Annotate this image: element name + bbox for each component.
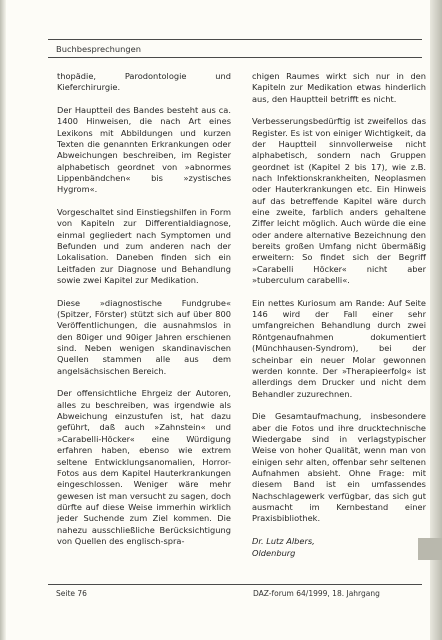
review-signature <box>252 536 426 559</box>
signature-author: Dr. Lutz Albers, <box>252 535 315 546</box>
paragraph: Der Hauptteil des Bandes besteht aus ca. 1400 Hinweisen, die nach Art eines Lexikons mit Abbildungen und kurzen Texten die genannten Erkrankungen oder Abweichungen beschreiben, im Register alphabetisch geordnet von »abnormes Lippenbändchen« bis »zystisches Hygrom«. <box>57 104 231 195</box>
paragraph: Diese »diagnostische Fundgrube« (Spitzer, Förster) stützt sich auf über 800 Veröffentlichungen, die ausnahmslos in den 80iger und 90iger Jahren erschienen sind. Neben wenigen skandinavischen Quellen stammen alle aus dem angelsächsischen Bereich. <box>57 297 231 376</box>
paragraph: thopädie, Parodontologie und Kieferchirurgie. <box>57 71 231 93</box>
header-rule-top <box>48 39 422 40</box>
paragraph: Verbesserungsbedürftig ist zweifellos das Register. Es ist von einiger Wichtigkeit, da der Hauptteil sinnvollerweise nicht alphabetisch, sondern nach Gruppen geordnet ist (Kapitel 2 bis 17), wie z.B. nach Infektionskrankheiten, Neoplasmen oder Hauterkrankungen etc. Ein Hinweis auf das betreffende Kapitel wäre durch eine zweite, farblich anders gehaltene Ziffer leicht möglich. Auch würde die eine oder andere alternative Bezeichnung den bereits großen Umfang nicht übermäßig erweitern: So findet sich der Begriff »Carabelli Höcker« nicht aber »tuberculum carabelli«. <box>252 116 426 286</box>
paragraph: Vorgeschaltet sind Einstiegshilfen in Form von Kapiteln zur Differentialdiagnose, einmal gegliedert nach Symptomen und Befunden und zum anderen nach der Lokalisation. Daneben finden sich ein Leitfaden zur Diagnose und Behandlung sowie zwei Kapitel zur Medikation. <box>57 207 231 286</box>
footer-rule <box>48 584 422 585</box>
page-number: Seite 76 <box>56 589 87 598</box>
paragraph: Ein nettes Kuriosum am Rande: Auf Seite 146 wird der Fall einer sehr umfangreichen Behandlung durch zwei Röntgenaufnahmen dokumentiert (Münchhausen-Syndrom), bei der scheinbar ein neuer Molar gewonnen werden konnte. Der »Therapieerfolg« ist allerdings dem Drucker und nicht dem Behandler zuzurechnen. <box>252 297 426 399</box>
paragraph: Der offensichtliche Ehrgeiz der Autoren, alles zu beschreiben, was irgendwie als Abweichung einzustufen ist, hat dazu geführt, daß auch »Zahnstein« und »Carabelli-Höcker« eine Würdigung erfahren haben, ebenso wie extrem seltene Entwicklungsanomalien, Horror-Fotos aus dem Kapitel Hauterkrankungen eingeschlossen. Weniger wäre mehr gewesen ist man versucht zu sagen, doch dürfte auf diese Weise immerhin wirklich jeder Suchende zum Ziel kommen. Die nahezu ausschließliche Berücksichtigung von Quellen des englisch-spra- <box>57 388 231 546</box>
journal-citation: DAZ-forum 64/1999, 18. Jahrgang <box>253 589 380 598</box>
header-rule-bottom <box>48 57 422 58</box>
paragraph: chigen Raumes wirkt sich nur in den Kapiteln zur Medikation etwas hinderlich aus, den Hauptteil betrifft es nicht. <box>252 71 426 104</box>
signature-place: Oldenburg <box>252 547 296 558</box>
left-column <box>57 71 231 547</box>
section-heading: Buchbesprechungen <box>56 44 142 54</box>
page-shadow-left <box>0 0 6 640</box>
paragraph: Die Gesamtaufmachung, insbesondere aber die Fotos und ihre drucktechnische Wiedergabe sind in verlagstypischer Weise von hoher Qualität, wenn man von einigen sehr alten, offenbar sehr seltenen Aufnahmen absieht. Ohne Frage: mit diesem Band ist ein umfassendes Nachschlagewerk verfügbar, das sich gut ausmacht im Kernbestand einer Praxisbibliothek. <box>252 411 426 524</box>
right-column <box>252 71 426 559</box>
